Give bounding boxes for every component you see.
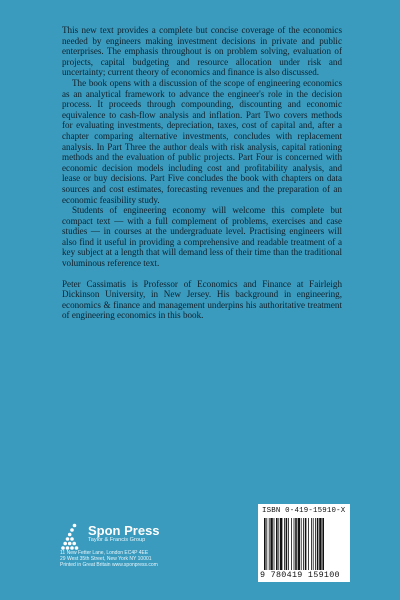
author-bio: Peter Cassimatis is Professor of Economics and Finance at Fairleigh Dickinson University, in New Jersey. His background in engineering, economics & finance and management underpins his authoritative treatment of engineering economics in this book. (62, 278, 342, 321)
publisher-group: Taylor & Francis Group (88, 537, 146, 543)
address-line: 29 West 35th Street, New York NY 10001 (60, 556, 152, 563)
publisher-name: Spon Press (88, 523, 160, 538)
blurb-paragraph-2: The book opens with a discussion of the scope of engineering economics as an analytical framework to advance the engineer's role in the decision process. It proceeds through compounding, discounting and economic equivalence to cash-flow analysis and inflation. Part Two covers methods for evaluating investments, depreciation, taxes, cost of capital and, after a chapter comparing alternative investments, concludes with replacement analysis. In Part Three the author deals with risk analysis, capital rationing methods and the evaluation of public projects. Part Four is concerned with economic decision models including cost and profitability analysis, and lease or buy decisions. Part Five concludes the book with chapters on data sources and cost estimates, forecasting revenues and the preparation of an economic feasibility study. (62, 77, 342, 205)
publisher-imprint (60, 515, 210, 575)
barcode-icon (264, 518, 344, 570)
address-line: 11 New Fetter Lane, London EC4P 4EE (60, 550, 149, 556)
isbn-label: ISBN 0-419-15910-X (262, 507, 346, 515)
blurb-paragraph-3: Students of engineering economy will welcome this complete but compact text — with a full complement of problems, exercises and case studies — in courses at the undergraduate level. Practising engineers will also find it useful in providing a comprehensive and readable treatment of a key subject at a length that will demand less of their time than the traditional voluminous reference text. (62, 205, 342, 269)
spon-press-logo-icon (60, 521, 82, 551)
back-cover-blurb (62, 25, 342, 321)
publisher-address (60, 550, 158, 569)
address-line: Printed in Great Britain www.sponpress.com (60, 562, 158, 569)
barcode-digits: 9 780419 159100 (260, 570, 340, 580)
barcode-panel (258, 504, 350, 582)
blurb-paragraph-1: This new text provides a complete but concise coverage of the economics needed by engineers making investment decisions in private and public enterprises. The emphasis throughout is on problem solving, evaluation of projects, capital budgeting and resource allocation under risk and uncertainty; current theory of economics and finance is also discussed. (62, 25, 342, 78)
